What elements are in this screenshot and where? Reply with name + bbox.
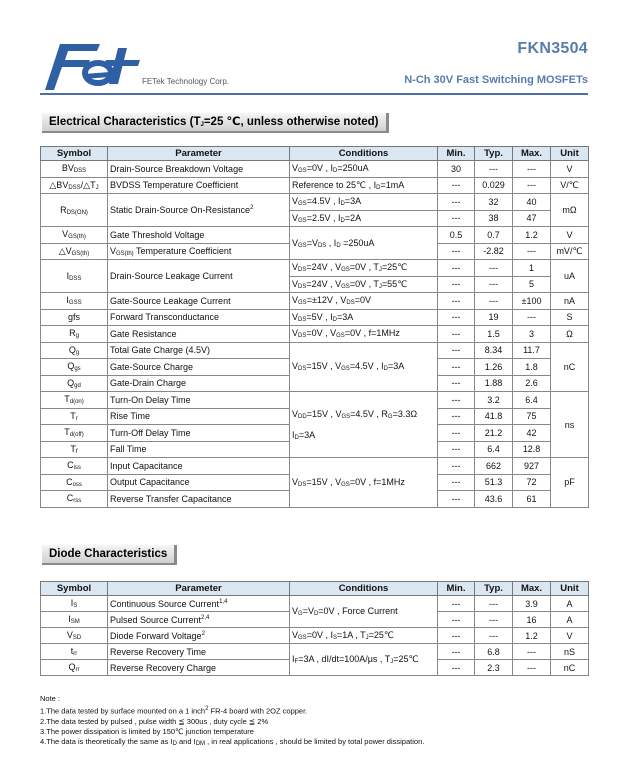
max-cell: --- — [513, 243, 551, 260]
min-cell: --- — [438, 194, 475, 211]
min-cell: --- — [438, 474, 475, 491]
typ-cell: 32 — [475, 194, 513, 211]
typ-cell: 19 — [475, 309, 513, 326]
symbol-cell: $I_{SM}$ — [41, 612, 108, 628]
parameter-cell: $V_{GS(th)}$ Temperature Coefficient — [108, 243, 290, 260]
table-row — [41, 161, 589, 178]
parameter-cell: Reverse Recovery Charge — [108, 660, 290, 676]
typ-cell: -2.82 — [475, 243, 513, 260]
typ-cell: --- — [475, 293, 513, 310]
max-cell: 927 — [513, 458, 551, 475]
col-header: Typ. — [475, 147, 513, 161]
max-cell: 42 — [513, 425, 551, 442]
unit-cell: Ω — [551, 326, 589, 343]
electrical-section-title: Electrical Characteristics ($T_J=25$ ℃, unless otherwise noted) — [42, 113, 389, 133]
symbol-cell: $V_{SD}$ — [41, 628, 108, 644]
typ-cell: 1.88 — [475, 375, 513, 392]
condition-cell: $V_{DS}=0V$ , $V_{GS}=0V$ , f=1MHz — [290, 326, 438, 343]
unit-cell: ns — [551, 392, 589, 458]
table-row — [41, 596, 589, 612]
typ-cell: 1.5 — [475, 326, 513, 343]
typ-cell: 1.26 — [475, 359, 513, 376]
parameter-cell: Continuous Source Current$^{1,4}$ — [108, 596, 290, 612]
max-cell: 16 — [513, 612, 551, 628]
symbol-cell: $T_{d(off)}$ — [41, 425, 108, 442]
col-header: Min. — [438, 582, 475, 596]
symbol-cell: $t_{rr}$ — [41, 644, 108, 660]
min-cell: --- — [438, 392, 475, 409]
parameter-cell: Rise Time — [108, 408, 290, 425]
typ-cell: --- — [475, 260, 513, 277]
symbol-cell: $I_{DSS}$ — [41, 260, 108, 293]
unit-cell: uA — [551, 260, 589, 293]
parameter-cell: Gate Threshold Voltage — [108, 227, 290, 244]
max-cell: 1 — [513, 260, 551, 277]
min-cell: 30 — [438, 161, 475, 178]
max-cell: 5 — [513, 276, 551, 293]
table-row — [41, 177, 589, 194]
note-item: 2.The data tested by pulsed , pulse width ≦ 300us , duty cycle ≦ 2% — [40, 716, 269, 726]
max-cell: 40 — [513, 194, 551, 211]
condition-cell: $V_{GS}=2.5V$ , $I_D=2A$ — [290, 210, 438, 227]
max-cell: 11.7 — [513, 342, 551, 359]
condition-cell: $V_{GS}=0V$ , $I_S=1A$ , $T_J=25℃$ — [290, 628, 438, 644]
min-cell: --- — [438, 309, 475, 326]
col-header: Symbol — [41, 147, 108, 161]
max-cell: --- — [513, 177, 551, 194]
table-header-row — [41, 147, 589, 161]
min-cell: --- — [438, 644, 475, 660]
parameter-cell: Input Capacitance — [108, 458, 290, 475]
col-header: Typ. — [475, 582, 513, 596]
symbol-cell: $V_{GS(th)}$ — [41, 227, 108, 244]
min-cell: --- — [438, 276, 475, 293]
unit-cell: V/℃ — [551, 177, 589, 194]
min-cell: --- — [438, 408, 475, 425]
table-row — [41, 326, 589, 343]
parameter-cell: Forward Transconductance — [108, 309, 290, 326]
typ-cell: 0.7 — [475, 227, 513, 244]
symbol-cell: $I_{GSS}$ — [41, 293, 108, 310]
min-cell: --- — [438, 326, 475, 343]
unit-cell: mΩ — [551, 194, 589, 227]
col-header: Conditions — [290, 147, 438, 161]
table-row — [41, 309, 589, 326]
condition-cell: $V_{GS}=0V$ , $I_D=250uA$ — [290, 161, 438, 178]
symbol-cell: $T_f$ — [41, 441, 108, 458]
symbol-cell: gfs — [41, 309, 108, 326]
part-number: FKN3504 — [517, 40, 588, 57]
min-cell: --- — [438, 491, 475, 508]
typ-cell: 38 — [475, 210, 513, 227]
symbol-cell: $\triangle BV_{DSS}/\triangle T_J$ — [41, 177, 108, 194]
parameter-cell: BVDSS Temperature Coefficient — [108, 177, 290, 194]
table-row — [41, 342, 589, 359]
max-cell: 2.6 — [513, 375, 551, 392]
symbol-cell: $C_{rss}$ — [41, 491, 108, 508]
max-cell: --- — [513, 161, 551, 178]
parameter-cell: Static Drain-Source On-Resistance$^2$ — [108, 194, 290, 227]
parameter-cell: Gate-Drain Charge — [108, 375, 290, 392]
note-item: 1.The data tested by surface mounted on a 1 inch$^2$ FR-4 board with 2OZ copper. — [40, 706, 308, 716]
symbol-cell: $Q_{gd}$ — [41, 375, 108, 392]
symbol-cell: $\triangle V_{GS(th)}$ — [41, 243, 108, 260]
note-item: 4.The data is theoretically the same as $I_D$ and $I_{DM}$ , in real applications , should be limited by total power dissipation. — [40, 737, 425, 748]
unit-cell: mV/℃ — [551, 243, 589, 260]
max-cell: 6.4 — [513, 392, 551, 409]
col-header: Unit — [551, 582, 589, 596]
typ-cell: 21.2 — [475, 425, 513, 442]
typ-cell: 3.2 — [475, 392, 513, 409]
col-header: Symbol — [41, 582, 108, 596]
unit-cell: A — [551, 612, 589, 628]
parameter-cell: Total Gate Charge (4.5V) — [108, 342, 290, 359]
table-row — [41, 644, 589, 660]
parameter-cell: Gate Resistance — [108, 326, 290, 343]
typ-cell: 662 — [475, 458, 513, 475]
typ-cell: --- — [475, 612, 513, 628]
min-cell: --- — [438, 260, 475, 277]
symbol-cell: $C_{iss}$ — [41, 458, 108, 475]
max-cell: 3 — [513, 326, 551, 343]
condition-cell: $V_{GS}=V_{DS}$ , $I_D =250uA$ — [290, 227, 438, 260]
col-header: Max. — [513, 147, 551, 161]
unit-cell: S — [551, 309, 589, 326]
unit-cell: V — [551, 628, 589, 644]
min-cell: --- — [438, 210, 475, 227]
parameter-cell: Gate-Source Charge — [108, 359, 290, 376]
min-cell: --- — [438, 612, 475, 628]
max-cell: 3.9 — [513, 596, 551, 612]
diode-table — [40, 581, 589, 676]
table-header-row — [41, 582, 589, 596]
typ-cell: 2.3 — [475, 660, 513, 676]
condition-cell: $V_{DD}=15V$ , $V_{GS}=4.5V$ , $R_G=3.3\Omega$ $I_D=3A$ — [290, 392, 438, 458]
parameter-cell: Reverse Transfer Capacitance — [108, 491, 290, 508]
typ-cell: 43.6 — [475, 491, 513, 508]
parameter-cell: Turn-On Delay Time — [108, 392, 290, 409]
symbol-cell: $Q_g$ — [41, 342, 108, 359]
unit-cell: nS — [551, 644, 589, 660]
unit-cell: pF — [551, 458, 589, 508]
parameter-cell: Turn-Off Delay Time — [108, 425, 290, 442]
max-cell: 1.8 — [513, 359, 551, 376]
table-row — [41, 392, 589, 409]
typ-cell: --- — [475, 628, 513, 644]
typ-cell: --- — [475, 276, 513, 293]
symbol-cell: $T_r$ — [41, 408, 108, 425]
min-cell: --- — [438, 243, 475, 260]
table-row — [41, 458, 589, 475]
parameter-cell: Drain-Source Leakage Current — [108, 260, 290, 293]
symbol-cell: $R_{DS(ON)}$ — [41, 194, 108, 227]
diode-section-title: Diode Characteristics — [42, 545, 177, 565]
min-cell: --- — [438, 375, 475, 392]
min-cell: --- — [438, 177, 475, 194]
typ-cell: 8.34 — [475, 342, 513, 359]
table-row — [41, 628, 589, 644]
unit-cell: V — [551, 227, 589, 244]
max-cell: 61 — [513, 491, 551, 508]
symbol-cell: $Q_{gs}$ — [41, 359, 108, 376]
condition-cell: $V_{DS}=5V$ , $I_D=3A$ — [290, 309, 438, 326]
max-cell: 1.2 — [513, 628, 551, 644]
parameter-cell: Output Capacitance — [108, 474, 290, 491]
min-cell: --- — [438, 596, 475, 612]
symbol-cell: $Q_{rr}$ — [41, 660, 108, 676]
notes — [40, 694, 424, 750]
max-cell: 12.8 — [513, 441, 551, 458]
condition-cell: Reference to 25℃ , $I_D=1mA$ — [290, 177, 438, 194]
typ-cell: --- — [475, 161, 513, 178]
max-cell: 75 — [513, 408, 551, 425]
parameter-cell: Diode Forward Voltage$^2$ — [108, 628, 290, 644]
electrical-table — [40, 146, 589, 508]
unit-cell: nA — [551, 293, 589, 310]
min-cell: --- — [438, 628, 475, 644]
typ-cell: 51.3 — [475, 474, 513, 491]
max-cell: 72 — [513, 474, 551, 491]
max-cell: ±100 — [513, 293, 551, 310]
condition-cell: $I_F=3A$ , dI/dt=100A/μs , $T_J=25℃$ — [290, 644, 438, 676]
col-header: Unit — [551, 147, 589, 161]
min-cell: 0.5 — [438, 227, 475, 244]
min-cell: --- — [438, 441, 475, 458]
parameter-cell: Fall Time — [108, 441, 290, 458]
typ-cell: 0.029 — [475, 177, 513, 194]
min-cell: --- — [438, 293, 475, 310]
parameter-cell: Gate-Source Leakage Current — [108, 293, 290, 310]
condition-cell: $V_G=V_D=0V$ , Force Current — [290, 596, 438, 628]
notes-heading: Note : — [40, 694, 61, 703]
unit-cell: nC — [551, 342, 589, 392]
min-cell: --- — [438, 359, 475, 376]
typ-cell: 41.8 — [475, 408, 513, 425]
company-name: FETek Technology Corp. — [142, 77, 230, 86]
table-row — [41, 293, 589, 310]
max-cell: 47 — [513, 210, 551, 227]
min-cell: --- — [438, 458, 475, 475]
min-cell: --- — [438, 425, 475, 442]
condition-cell: $V_{DS}=15V$ , $V_{GS}=4.5V$ , $I_D=3A$ — [290, 342, 438, 392]
max-cell: 1.2 — [513, 227, 551, 244]
typ-cell: 6.4 — [475, 441, 513, 458]
condition-cell: $V_{DS}=24V$ , $V_{GS}=0V$ , $T_J=55℃$ — [290, 276, 438, 293]
table-row — [41, 260, 589, 277]
max-cell: --- — [513, 309, 551, 326]
max-cell: --- — [513, 644, 551, 660]
max-cell: --- — [513, 660, 551, 676]
table-row — [41, 194, 589, 211]
symbol-cell: $I_S$ — [41, 596, 108, 612]
parameter-cell: Pulsed Source Current$^{2,4}$ — [108, 612, 290, 628]
min-cell: --- — [438, 660, 475, 676]
parameter-cell: Reverse Recovery Time — [108, 644, 290, 660]
table-row — [41, 227, 589, 244]
col-header: Max. — [513, 582, 551, 596]
typ-cell: --- — [475, 596, 513, 612]
note-item: 3.The power dissipation is limited by 150℃ junction temperature — [40, 727, 254, 737]
symbol-cell: $T_{d(on)}$ — [41, 392, 108, 409]
col-header: Parameter — [108, 582, 290, 596]
condition-cell: $V_{GS}=\pm 12V$ , $V_{DS}=0V$ — [290, 293, 438, 310]
col-header: Min. — [438, 147, 475, 161]
condition-cell: $V_{DS}=15V$ , $V_{GS}=0V$ , f=1MHz — [290, 458, 438, 508]
min-cell: --- — [438, 342, 475, 359]
unit-cell: V — [551, 161, 589, 178]
col-header: Parameter — [108, 147, 290, 161]
col-header: Conditions — [290, 582, 438, 596]
unit-cell: nC — [551, 660, 589, 676]
symbol-cell: $BV_{DSS}$ — [41, 161, 108, 178]
condition-cell: $V_{GS}=4.5V$ , $I_D=3A$ — [290, 194, 438, 211]
product-subtitle: N-Ch 30V Fast Switching MOSFETs — [404, 74, 588, 86]
condition-cell: $V_{DS}=24V$ , $V_{GS}=0V$ , $T_J=25℃$ — [290, 260, 438, 277]
symbol-cell: $C_{oss}$ — [41, 474, 108, 491]
symbol-cell: $R_g$ — [41, 326, 108, 343]
unit-cell: A — [551, 596, 589, 612]
typ-cell: 6.8 — [475, 644, 513, 660]
parameter-cell: Drain-Source Breakdown Voltage — [108, 161, 290, 178]
header-rule — [40, 93, 588, 95]
fetek-logo — [40, 38, 150, 96]
